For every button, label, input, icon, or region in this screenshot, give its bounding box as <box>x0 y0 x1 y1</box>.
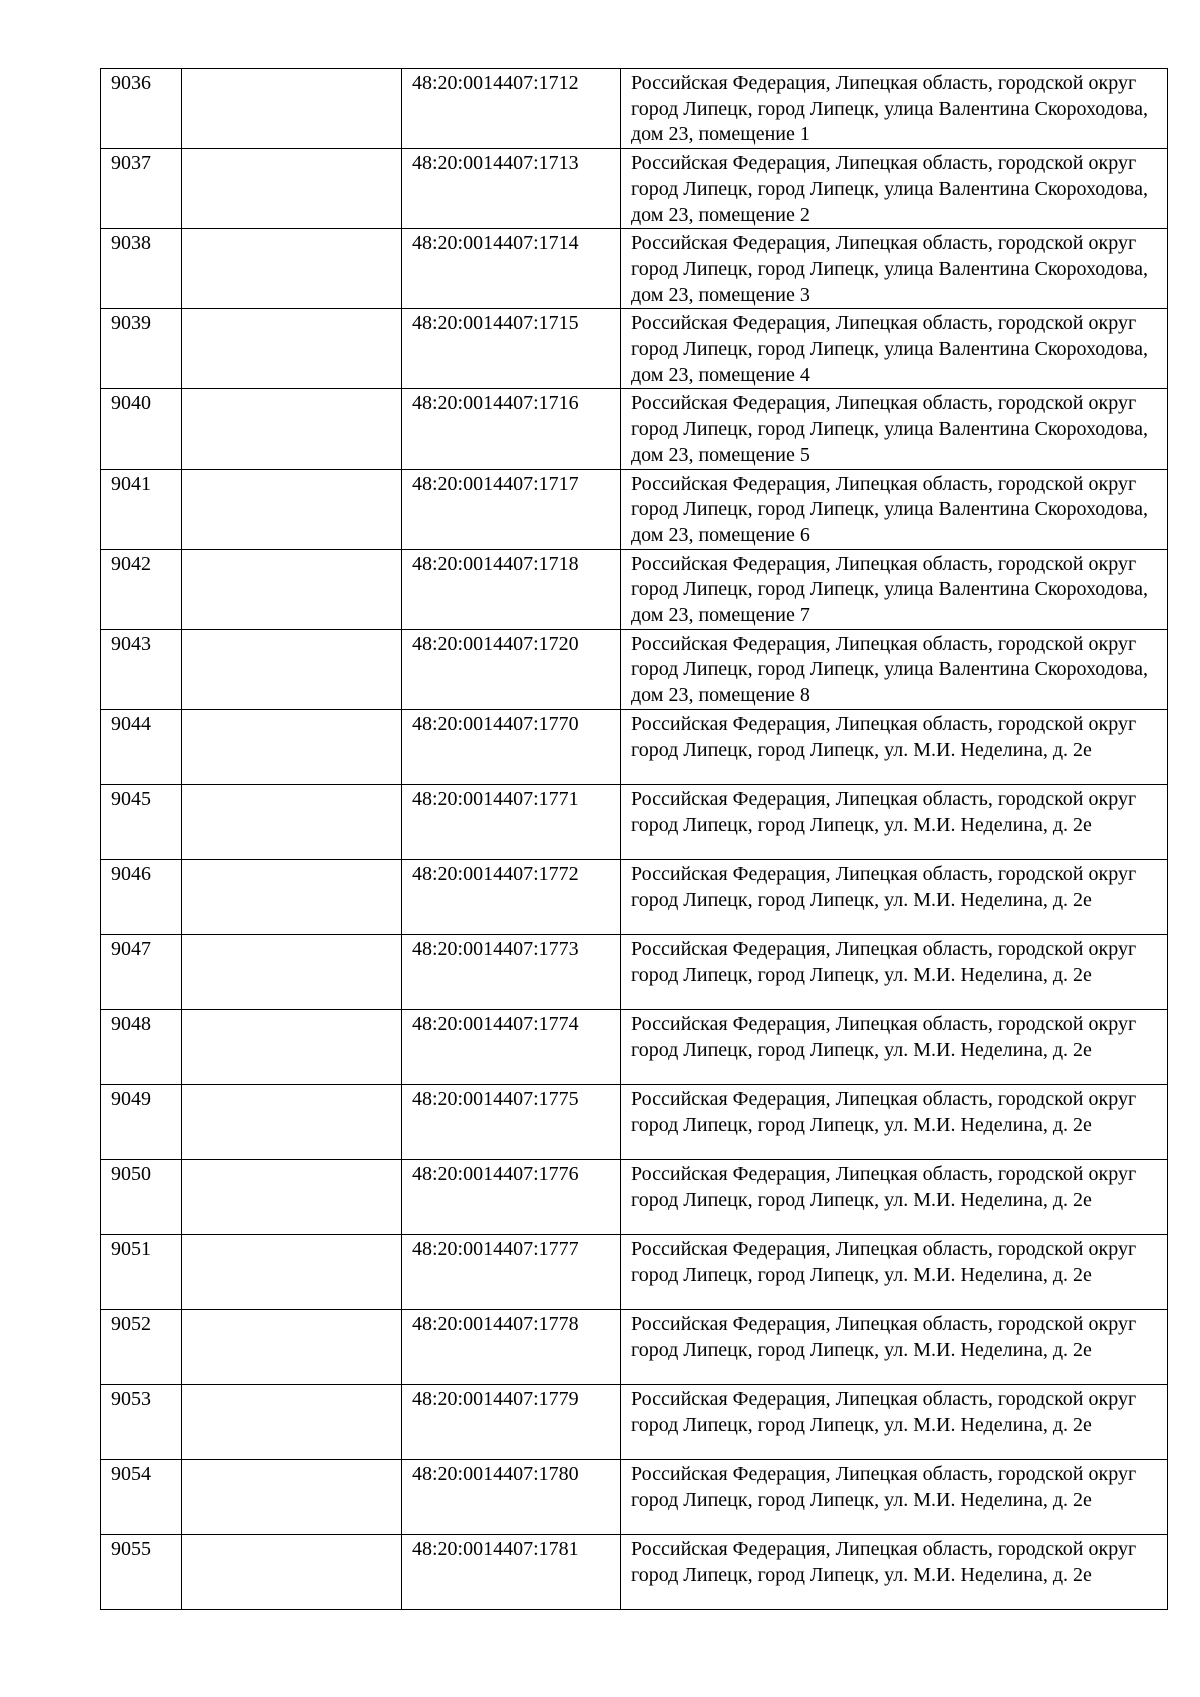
cadastral-number: 48:20:0014407:1772 <box>402 859 621 934</box>
row-number: 9036 <box>101 69 182 149</box>
row-empty-cell <box>182 1159 402 1234</box>
table-row <box>101 1009 1168 1084</box>
cadastral-number: 48:20:0014407:1779 <box>402 1384 621 1459</box>
row-number: 9044 <box>101 709 182 784</box>
cadastral-number: 48:20:0014407:1715 <box>402 309 621 389</box>
table-row <box>101 859 1168 934</box>
table-row <box>101 1084 1168 1159</box>
address: Российская Федерация, Липецкая область, городской округ город Липецк, город Липецк, улица Валентина Скороходова, дом 23, помещение 5 <box>621 389 1168 469</box>
row-number: 9048 <box>101 1009 182 1084</box>
address: Российская Федерация, Липецкая область, городской округ город Липецк, город Липецк, улица Валентина Скороходова, дом 23, помещение 8 <box>621 629 1168 709</box>
row-empty-cell <box>182 389 402 469</box>
table-row <box>101 1534 1168 1609</box>
row-empty-cell <box>182 1084 402 1159</box>
row-number: 9050 <box>101 1159 182 1234</box>
address: Российская Федерация, Липецкая область, городской округ город Липецк, город Липецк, улица Валентина Скороходова, дом 23, помещение 1 <box>621 69 1168 149</box>
cadastral-number: 48:20:0014407:1714 <box>402 229 621 309</box>
row-number: 9045 <box>101 784 182 859</box>
row-number: 9047 <box>101 934 182 1009</box>
row-number: 9041 <box>101 469 182 549</box>
table-row <box>101 1384 1168 1459</box>
cadastral-number: 48:20:0014407:1774 <box>402 1009 621 1084</box>
row-empty-cell <box>182 309 402 389</box>
row-empty-cell <box>182 629 402 709</box>
row-number: 9040 <box>101 389 182 469</box>
address: Российская Федерация, Липецкая область, городской округ город Липецк, город Липецк, улица Валентина Скороходова, дом 23, помещение 6 <box>621 469 1168 549</box>
address: Российская Федерация, Липецкая область, городской округ город Липецк, город Липецк, ул. М.И. Неделина, д. 2е <box>621 1459 1168 1534</box>
cadastral-number: 48:20:0014407:1776 <box>402 1159 621 1234</box>
address: Российская Федерация, Липецкая область, городской округ город Липецк, город Липецк, ул. М.И. Неделина, д. 2е <box>621 709 1168 784</box>
cadastral-number: 48:20:0014407:1781 <box>402 1534 621 1609</box>
table-row <box>101 1234 1168 1309</box>
table-row <box>101 469 1168 549</box>
cadastral-number: 48:20:0014407:1771 <box>402 784 621 859</box>
cadastral-number: 48:20:0014407:1770 <box>402 709 621 784</box>
row-empty-cell <box>182 1234 402 1309</box>
table-row <box>101 229 1168 309</box>
table-row <box>101 629 1168 709</box>
address: Российская Федерация, Липецкая область, городской округ город Липецк, город Липецк, ул. М.И. Неделина, д. 2е <box>621 859 1168 934</box>
row-empty-cell <box>182 709 402 784</box>
row-number: 9052 <box>101 1309 182 1384</box>
address: Российская Федерация, Липецкая область, городской округ город Липецк, город Липецк, улица Валентина Скороходова, дом 23, помещение 3 <box>621 229 1168 309</box>
address: Российская Федерация, Липецкая область, городской округ город Липецк, город Липецк, ул. М.И. Неделина, д. 2е <box>621 784 1168 859</box>
address: Российская Федерация, Липецкая область, городской округ город Липецк, город Липецк, улица Валентина Скороходова, дом 23, помещение 7 <box>621 549 1168 629</box>
address: Российская Федерация, Липецкая область, городской округ город Липецк, город Липецк, улица Валентина Скороходова, дом 23, помещение 2 <box>621 149 1168 229</box>
table-row <box>101 709 1168 784</box>
cadastral-number: 48:20:0014407:1778 <box>402 1309 621 1384</box>
row-empty-cell <box>182 69 402 149</box>
cadastral-number: 48:20:0014407:1775 <box>402 1084 621 1159</box>
cadastral-number: 48:20:0014407:1713 <box>402 149 621 229</box>
table-row <box>101 934 1168 1009</box>
cadastral-number: 48:20:0014407:1773 <box>402 934 621 1009</box>
cadastral-number: 48:20:0014407:1712 <box>402 69 621 149</box>
address: Российская Федерация, Липецкая область, городской округ город Липецк, город Липецк, улица Валентина Скороходова, дом 23, помещение 4 <box>621 309 1168 389</box>
cadastral-number: 48:20:0014407:1718 <box>402 549 621 629</box>
row-number: 9042 <box>101 549 182 629</box>
cadastral-number: 48:20:0014407:1777 <box>402 1234 621 1309</box>
row-empty-cell <box>182 1009 402 1084</box>
row-number: 9043 <box>101 629 182 709</box>
address: Российская Федерация, Липецкая область, городской округ город Липецк, город Липецк, ул. М.И. Неделина, д. 2е <box>621 1084 1168 1159</box>
address: Российская Федерация, Липецкая область, городской округ город Липецк, город Липецк, ул. М.И. Неделина, д. 2е <box>621 934 1168 1009</box>
table-row <box>101 1459 1168 1534</box>
row-empty-cell <box>182 1459 402 1534</box>
row-empty-cell <box>182 784 402 859</box>
address: Российская Федерация, Липецкая область, городской округ город Липецк, город Липецк, ул. М.И. Неделина, д. 2е <box>621 1384 1168 1459</box>
table-row <box>101 309 1168 389</box>
row-empty-cell <box>182 469 402 549</box>
row-number: 9039 <box>101 309 182 389</box>
table-row <box>101 1159 1168 1234</box>
table-row <box>101 1309 1168 1384</box>
address: Российская Федерация, Липецкая область, городской округ город Липецк, город Липецк, ул. М.И. Неделина, д. 2е <box>621 1234 1168 1309</box>
address: Российская Федерация, Липецкая область, городской округ город Липецк, город Липецк, ул. М.И. Неделина, д. 2е <box>621 1534 1168 1609</box>
document-page <box>100 68 1167 1610</box>
row-number: 9049 <box>101 1084 182 1159</box>
row-empty-cell <box>182 149 402 229</box>
row-empty-cell <box>182 934 402 1009</box>
registry-table-body <box>101 69 1168 1610</box>
row-number: 9055 <box>101 1534 182 1609</box>
registry-table <box>100 68 1168 1610</box>
table-row <box>101 149 1168 229</box>
row-number: 9053 <box>101 1384 182 1459</box>
row-empty-cell <box>182 859 402 934</box>
address: Российская Федерация, Липецкая область, городской округ город Липецк, город Липецк, ул. М.И. Неделина, д. 2е <box>621 1159 1168 1234</box>
row-empty-cell <box>182 1309 402 1384</box>
cadastral-number: 48:20:0014407:1717 <box>402 469 621 549</box>
table-row <box>101 549 1168 629</box>
row-number: 9051 <box>101 1234 182 1309</box>
row-empty-cell <box>182 229 402 309</box>
row-empty-cell <box>182 1384 402 1459</box>
cadastral-number: 48:20:0014407:1780 <box>402 1459 621 1534</box>
table-row <box>101 69 1168 149</box>
row-number: 9038 <box>101 229 182 309</box>
table-row <box>101 389 1168 469</box>
cadastral-number: 48:20:0014407:1720 <box>402 629 621 709</box>
row-empty-cell <box>182 549 402 629</box>
address: Российская Федерация, Липецкая область, городской округ город Липецк, город Липецк, ул. М.И. Неделина, д. 2е <box>621 1009 1168 1084</box>
row-empty-cell <box>182 1534 402 1609</box>
row-number: 9046 <box>101 859 182 934</box>
cadastral-number: 48:20:0014407:1716 <box>402 389 621 469</box>
row-number: 9037 <box>101 149 182 229</box>
table-row <box>101 784 1168 859</box>
address: Российская Федерация, Липецкая область, городской округ город Липецк, город Липецк, ул. М.И. Неделина, д. 2е <box>621 1309 1168 1384</box>
row-number: 9054 <box>101 1459 182 1534</box>
